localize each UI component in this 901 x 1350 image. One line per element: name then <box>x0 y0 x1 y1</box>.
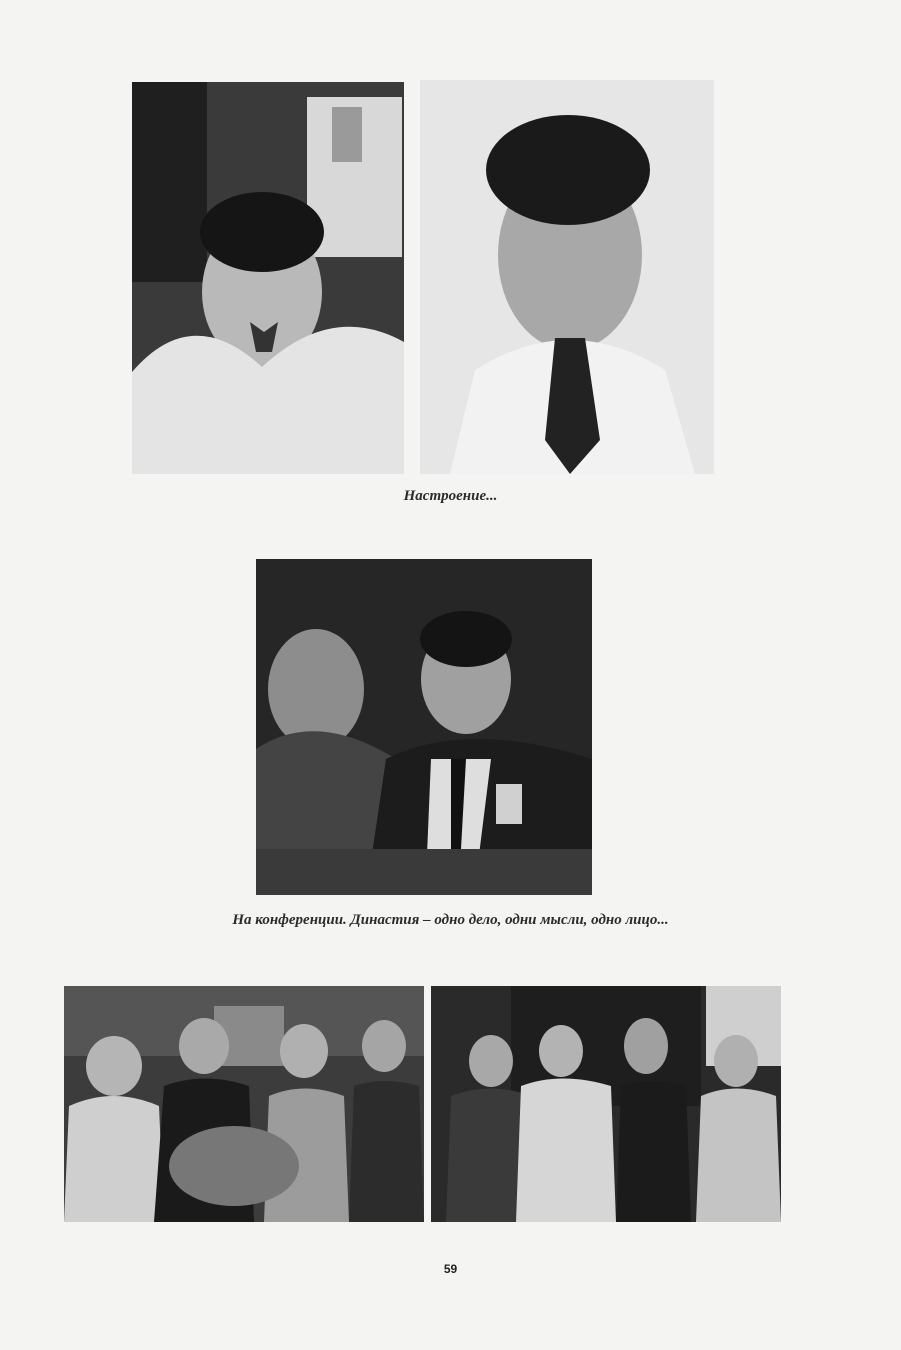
photo-group-with-flowers <box>64 986 424 1222</box>
photo-younger-man-white-coat <box>420 80 714 474</box>
caption-conference: На конференции. Династия – одно дело, одни мысли, одно лицо... <box>232 912 669 928</box>
caption-mood: Настроение... <box>403 488 498 504</box>
photo-older-man-white-coat <box>132 82 404 474</box>
photo-conference-two-men <box>256 559 592 895</box>
photo-group-standing <box>431 986 781 1222</box>
page-number: 59 <box>443 1262 458 1276</box>
